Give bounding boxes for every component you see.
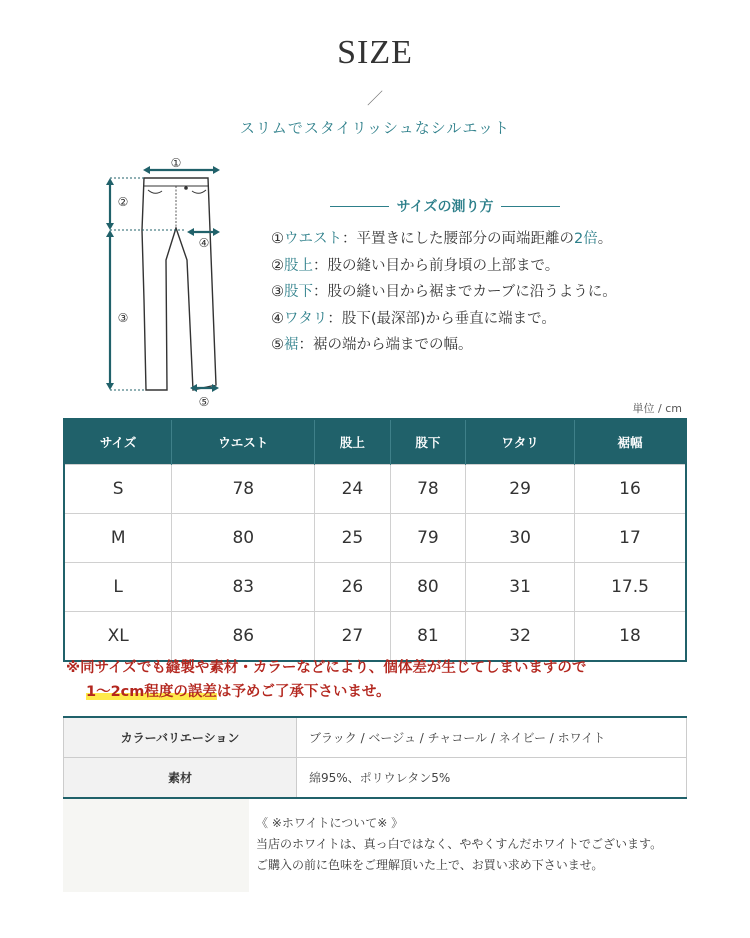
measurement-item: ④ワタリ：股下(最深部)から垂直に端まで。	[271, 310, 556, 327]
note-highlight: 1～2cm程度の誤差	[86, 684, 217, 700]
table-cell: XL	[64, 612, 172, 662]
table-cell: M	[64, 514, 172, 563]
pants-diagram	[100, 150, 230, 410]
table-cell: 32	[466, 612, 575, 662]
info-value: ブラック / ベージュ / チャコール / ネイビー / ホワイト	[297, 717, 687, 758]
table-cell: 78	[390, 465, 465, 514]
col-header: 股上	[315, 419, 390, 465]
measurement-heading-text: サイズの測り方	[396, 199, 494, 215]
table-row	[64, 465, 686, 514]
table-cell: 80	[172, 514, 315, 563]
table-cell: 81	[390, 612, 465, 662]
measurement-list	[271, 226, 617, 359]
product-info-table	[63, 716, 687, 799]
table-cell: 78	[172, 465, 315, 514]
note-line-2	[66, 680, 586, 704]
table-cell: 83	[172, 563, 315, 612]
table-cell: 30	[466, 514, 575, 563]
measurement-item: ⑤裾：裾の端から端までの幅。	[271, 337, 473, 353]
measurement-item: ①ウエスト：平置きにした腰部分の両端距離の2倍。	[271, 231, 613, 247]
title-divider: ／	[366, 89, 383, 108]
col-header: ウエスト	[172, 419, 315, 465]
info-value: 綿95%、ポリウレタン5%	[297, 758, 687, 799]
unit-label: 単位 / cm	[632, 402, 682, 415]
diagram-label-5: ⑤	[198, 395, 210, 409]
col-header: 裾幅	[575, 419, 687, 465]
diagram-label-4: ④	[198, 236, 210, 250]
col-header: ワタリ	[466, 419, 575, 465]
table-cell: 17	[575, 514, 687, 563]
table-cell: 18	[575, 612, 687, 662]
info-row-material	[64, 758, 687, 799]
table-cell: 25	[315, 514, 390, 563]
table-cell: 27	[315, 612, 390, 662]
measurement-item: ③股下：股の縫い目から裾までカーブに沿うように。	[271, 284, 617, 300]
white-note-line-1: 当店のホワイトは、真っ白ではなく、ややくすんだホワイトでございます。	[256, 837, 663, 851]
measurement-item: ②股上：股の縫い目から前身頃の上部まで。	[271, 257, 560, 274]
white-color-note	[256, 813, 662, 876]
table-cell: 31	[466, 563, 575, 612]
page-title: SIZE	[337, 34, 413, 71]
table-cell: 26	[315, 563, 390, 612]
table-cell: 86	[172, 612, 315, 662]
table-cell: 16	[575, 465, 687, 514]
info-row-colors	[64, 717, 687, 758]
white-color-swatch	[63, 799, 249, 892]
white-note-line-2: ご購入の前に色味をご理解頂いた上で、お買い求め下さいませ。	[256, 858, 604, 872]
diagram-label-1: ①	[170, 156, 182, 170]
table-row	[64, 563, 686, 612]
note-line-1: ※同サイズでも縫製や素材・カラーなどにより、個体差が生じてしまいますので	[66, 660, 587, 676]
pants-outline-icon	[142, 178, 216, 390]
table-cell: 17.5	[575, 563, 687, 612]
diagram-label-2: ②	[117, 195, 129, 209]
note-line-2-rest: は予めご了承下さいませ。	[216, 684, 391, 700]
table-cell: L	[64, 563, 172, 612]
table-cell: 24	[315, 465, 390, 514]
size-table-header	[64, 419, 686, 465]
info-label: 素材	[64, 758, 297, 799]
size-table	[63, 418, 687, 662]
table-cell: 29	[466, 465, 575, 514]
table-cell: 80	[390, 563, 465, 612]
table-row	[64, 612, 686, 662]
measurement-heading	[330, 196, 560, 216]
table-cell: S	[64, 465, 172, 514]
white-note-heading: 《 ※ホワイトについて※ 》	[256, 816, 404, 830]
info-label: カラーバリエーション	[64, 717, 297, 758]
page-subtitle: スリムでスタイリッシュなシルエット	[239, 119, 511, 137]
table-cell: 79	[390, 514, 465, 563]
size-variance-note	[66, 656, 586, 704]
col-header: サイズ	[64, 419, 172, 465]
diagram-label-3: ③	[117, 311, 129, 325]
table-row	[64, 514, 686, 563]
col-header: 股下	[390, 419, 465, 465]
